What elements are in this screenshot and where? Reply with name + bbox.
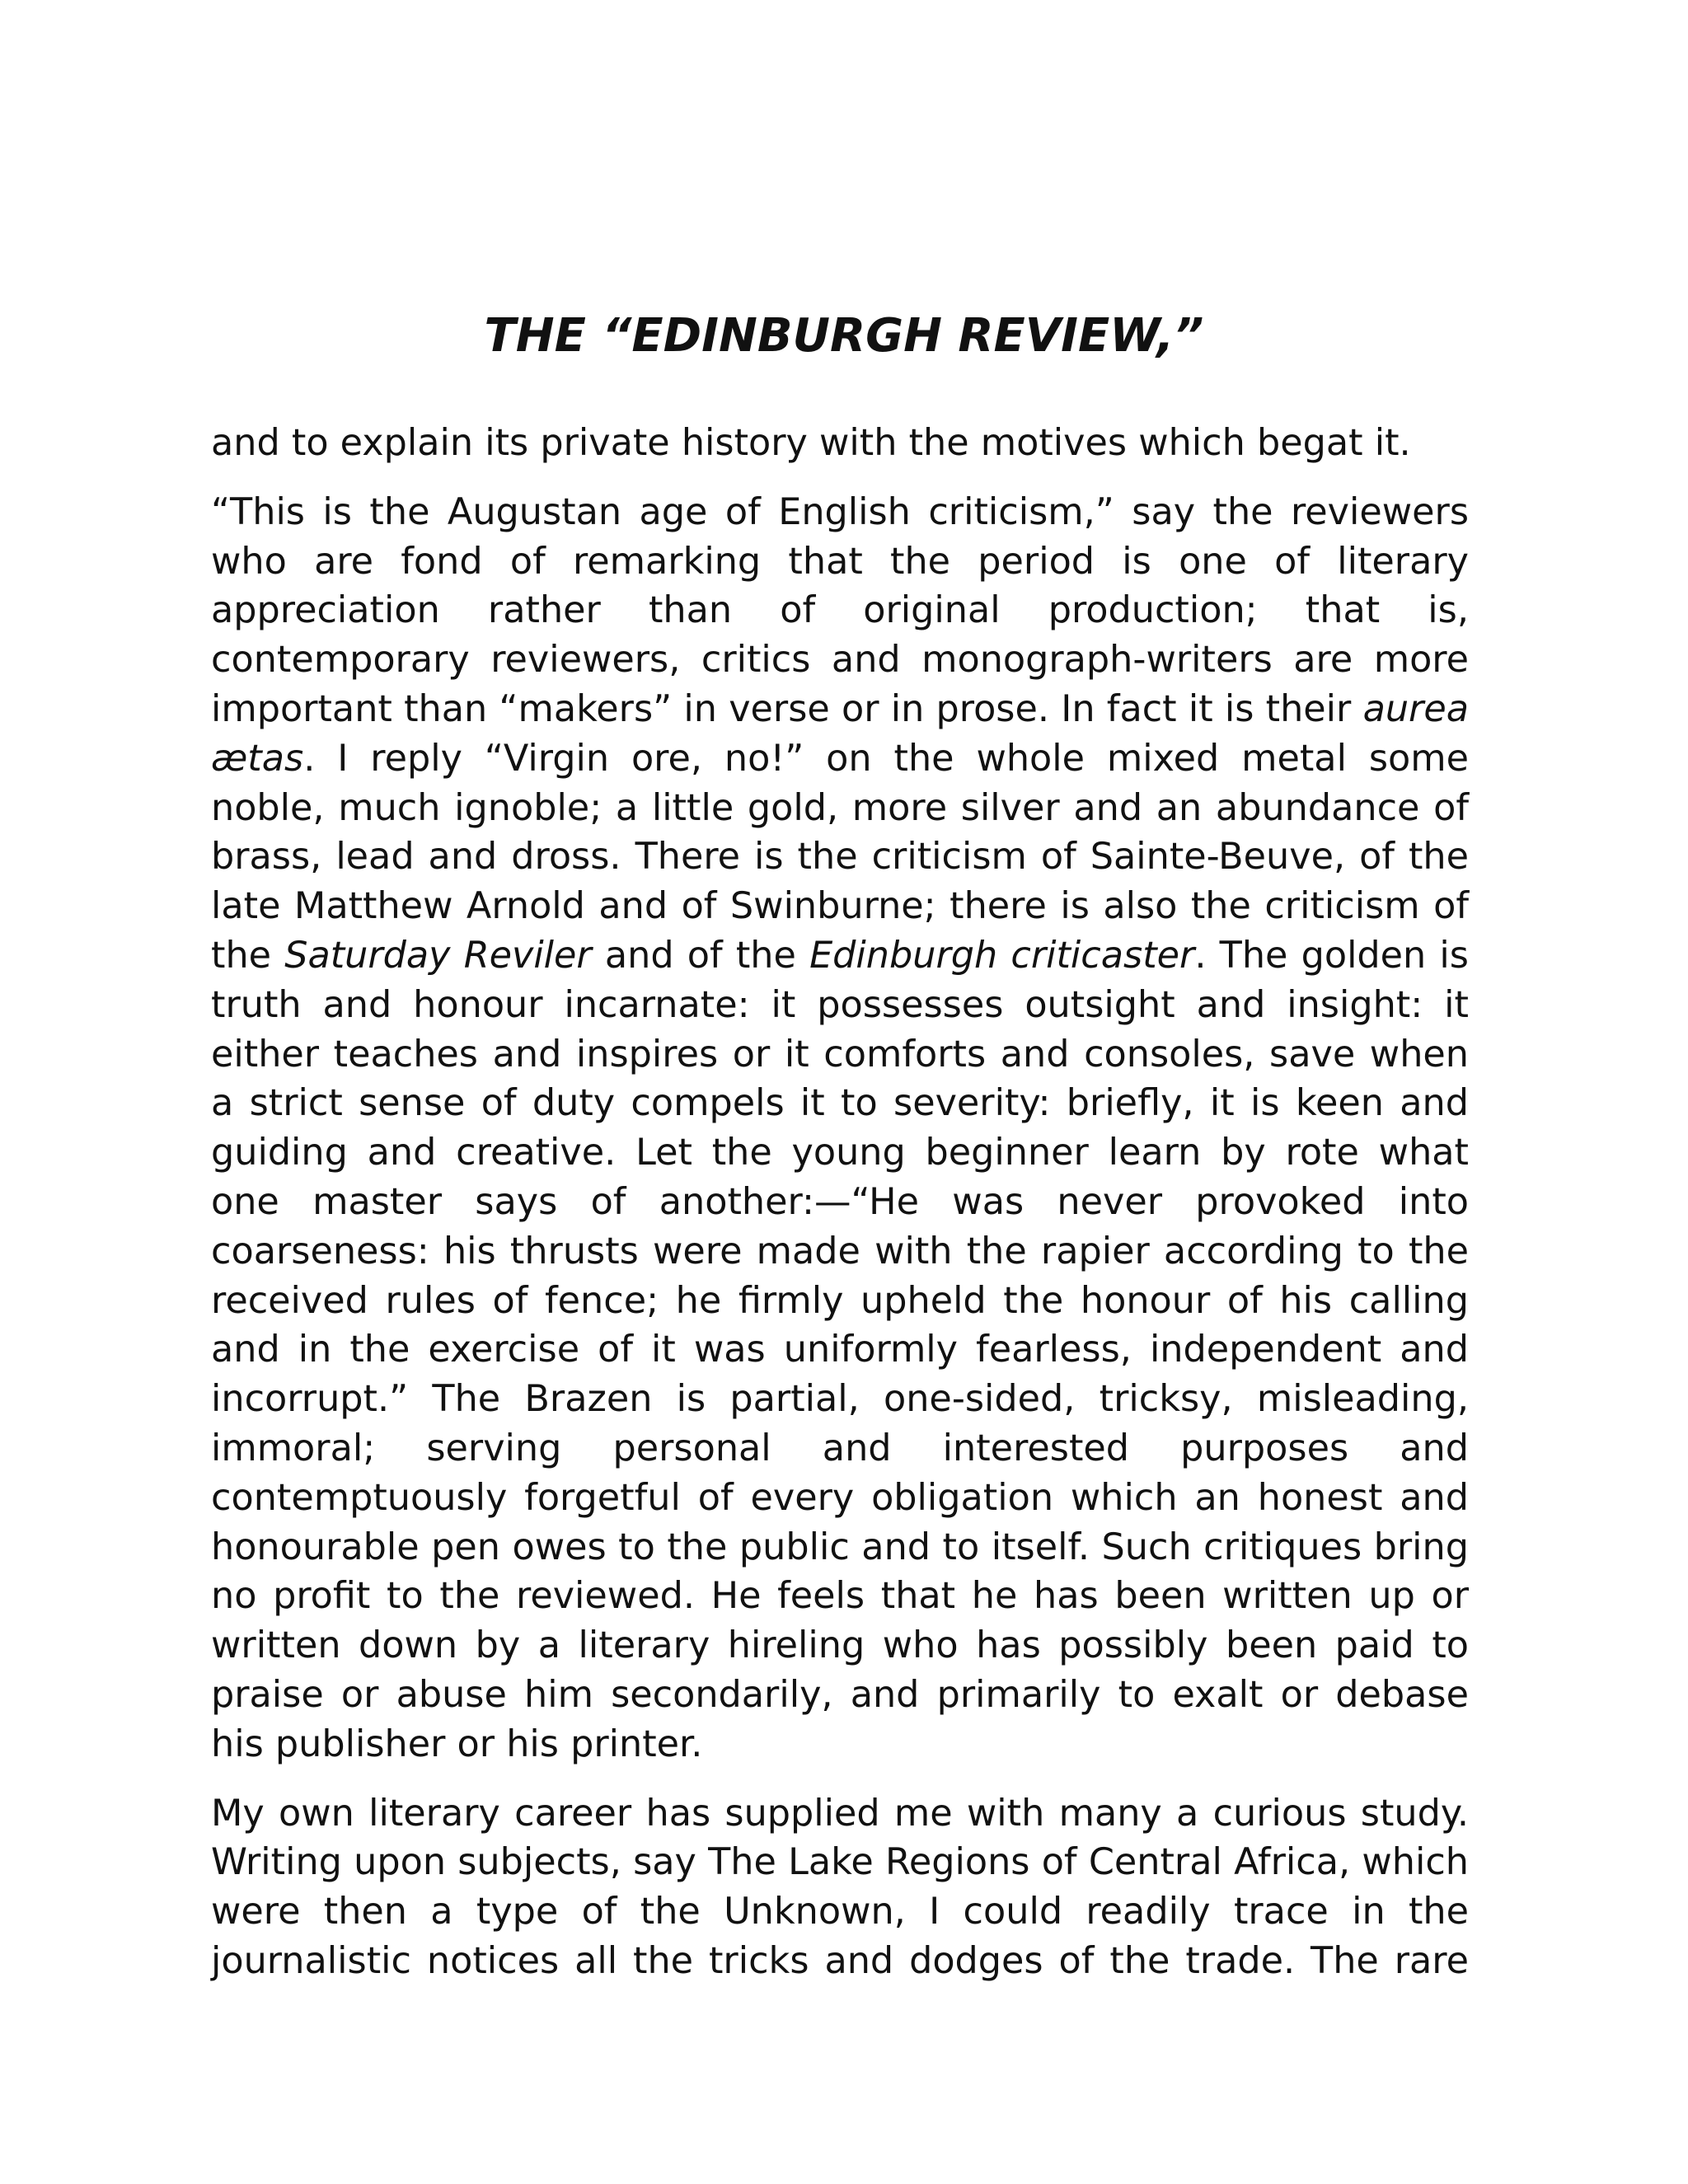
text-segment: and to explain its private history with the motives which begat it. — [211, 422, 1411, 464]
italic-title-edinburgh-criticaster: Edinburgh criticaster — [809, 934, 1195, 977]
text-segment: and of the — [591, 934, 810, 977]
text-segment: . I reply “Virgin ore, no!” on the whole mixed metal some noble, much ignoble; a little gold, more silver and an abundance of brass, lead and dross. There is the criticism of Sainte-Beuve, of the late Matthew Arnold and of Swinburne; there is also the criticism of the — [211, 737, 1469, 977]
text-segment: “This is the Augustan age of English criticism,” say the reviewers who are fond of remarking that the period is one of literary appreciation rather than of original production; that is, contemporary reviewers, critics and monograph-writers are more important than “makers” in verse or in prose. In fact it is their — [211, 490, 1469, 730]
text-segment: My own literary career has supplied me with many a curious study. Writing upon subjects, say The Lake Regions of Central Africa, which were then a type of the Unknown, I could readily trace in the journalistic notices all the tricks and dodges of the trade. The rare — [211, 1792, 1469, 1982]
paragraph — [211, 488, 1469, 1769]
italic-phrase-aurea-aetas: aurea ætas — [211, 687, 1469, 780]
paragraph — [211, 419, 1469, 468]
body-text — [211, 419, 1469, 2006]
running-head: THE “EDINBURGH REVIEW,” — [484, 309, 1204, 363]
paragraph — [211, 1789, 1469, 1986]
text-segment: . The golden is truth and honour incarnate: it possesses outsight and insight: it either teaches and inspires or it comforts and consoles, save when a strict sense of duty compels it to severity: briefly, it is keen and guiding and creative. Let the young beginner learn by rote what one master says of another:—“He was never provoked into coarseness: his thrusts were made with the rapier according to the received rules of fence; he firmly upheld the honour of his calling and in the exercise of it was uniformly fearless, independent and incorrupt.” The Brazen is partial, one-sided, tricksy, misleading, immoral; serving personal and interested purposes and contemptuously forgetful of every obligation which an honest and honourable pen owes to the public and to itself. Such critiques bring no profit to the reviewed. He feels that he has been written up or written down by a literary hireling who has possibly been paid to praise or abuse him secondarily, and primarily to exalt or debase his publisher or his printer. — [211, 934, 1469, 1765]
italic-title-saturday-reviler: Saturday Reviler — [284, 934, 592, 977]
